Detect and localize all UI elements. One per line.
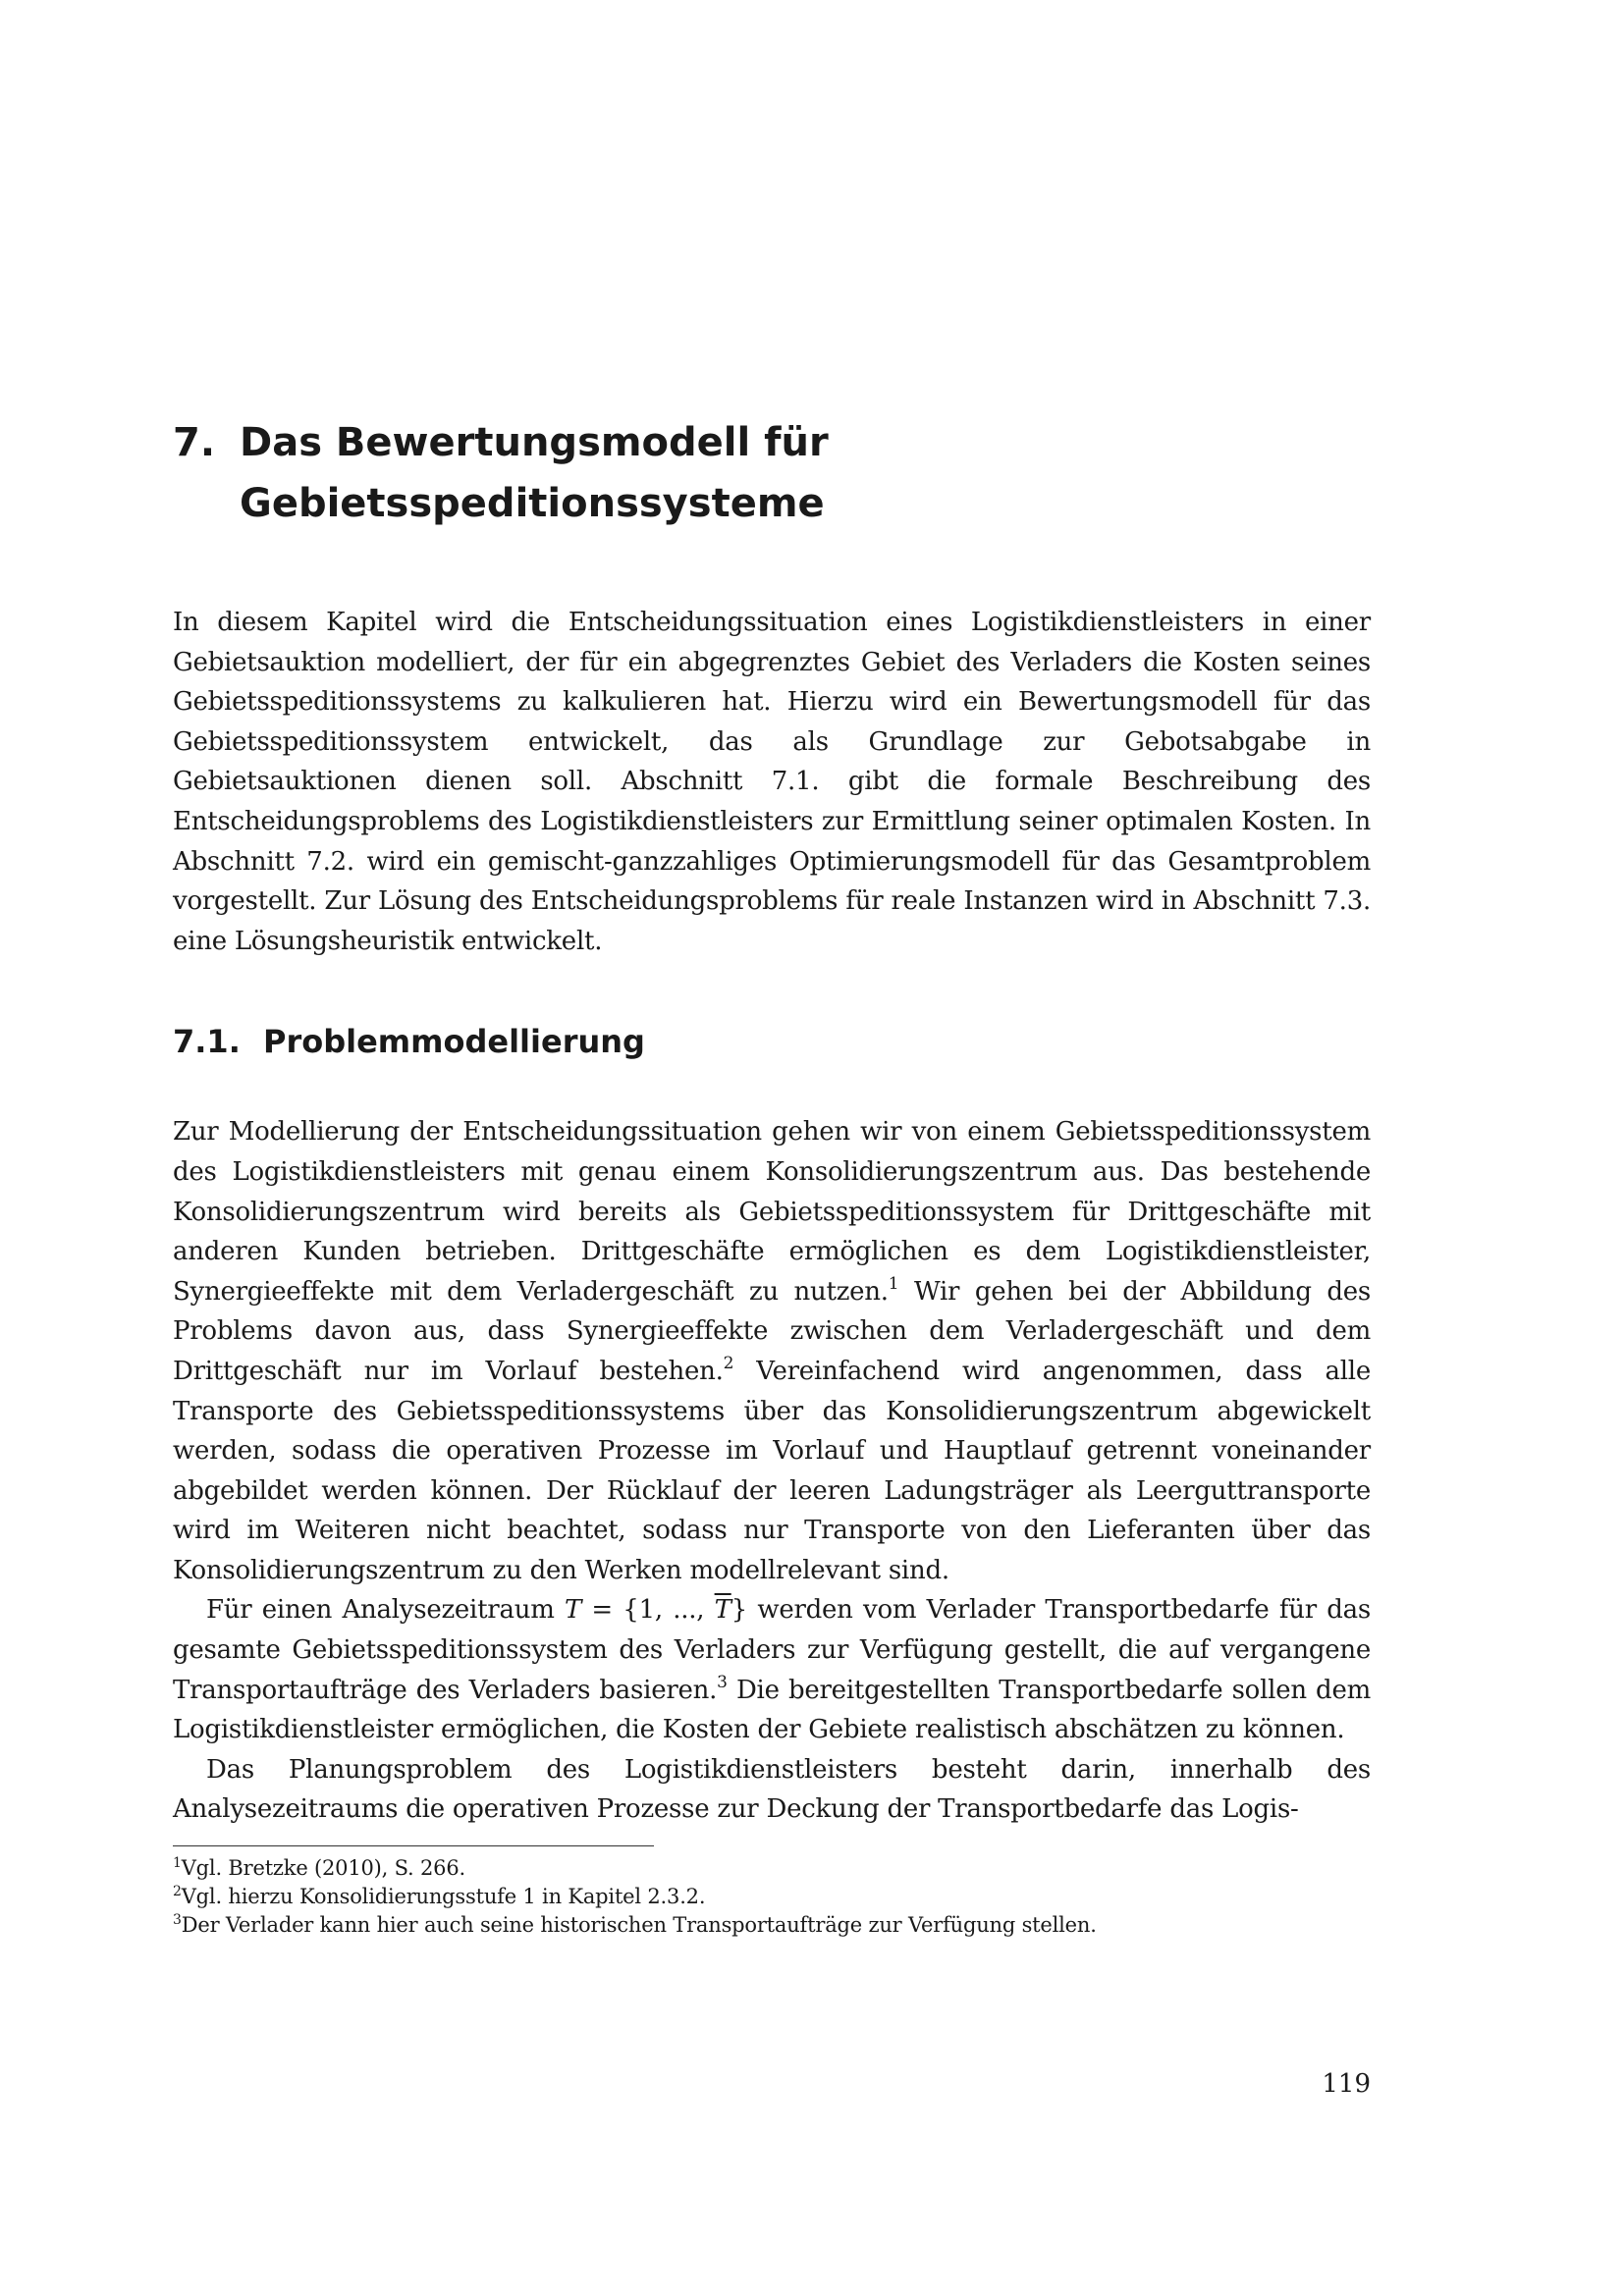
chapter-title-text bbox=[240, 412, 1371, 534]
footnote-3 bbox=[173, 1911, 1371, 1940]
footnote-ref-1: 1 bbox=[888, 1273, 899, 1294]
page-number: 119 bbox=[1322, 2069, 1371, 2099]
chapter-title bbox=[173, 412, 1371, 534]
intro-paragraph: In diesem Kapitel wird die Entscheidungssituation eines Logistikdienstleisters in einer Gebietsauktion modelliert, der für ein abgegrenztes Gebiet des Verladers die Kosten seines Gebietsspeditionssystems zu kalkulieren hat. Hierzu wird ein Bewertungsmodell für das Gebietsspeditionssystem entwickelt, das als Grundlage zur Gebotsabgabe in Gebietsauktionen dienen soll. Abschnitt 7.1. gibt die formale Beschreibung des Entscheidungsproblems des Logistikdienstleisters zur Ermittlung seiner optimalen Kosten. In Abschnitt 7.2. wird ein gemischt-ganzzahliges Optimierungsmodell für das Gesamtproblem vorgestellt. Zur Lösung des Entscheidungsproblems für reale Instanzen wird in Abschnitt 7.3. eine Lösungsheuristik entwickelt. bbox=[173, 608, 1371, 956]
paragraph-text: Die bereitgestellten Transportbedarfe sollen dem Logistikdienstleister ermöglichen, die Kosten der Gebiete realistisch abschätzen zu können. bbox=[173, 1675, 1371, 1745]
section-title-text: Problemmodellierung bbox=[263, 1023, 645, 1061]
math-variable-t: T bbox=[564, 1595, 582, 1626]
paragraph-text: Zur Modellierung der Entscheidungssituation gehen wir von einem Gebietsspeditionssystem des Logistikdienstleisters mit genau einem Konsolidierungszentrum aus. Das bestehende Konsolidierungszentrum wird bereits als Gebietsspeditionssystem für Drittgeschäfte mit anderen Kunden betrieben. Drittgeschäfte ermöglichen es dem Logistikdienstleister, Synergieeffekte mit dem Verladergeschäft zu nutzen. bbox=[173, 1117, 1371, 1307]
body-paragraph-1 bbox=[173, 1112, 1371, 1590]
footnote-mark: 2 bbox=[173, 1884, 182, 1900]
page-content bbox=[173, 412, 1371, 1940]
footnote-text: Vgl. hierzu Konsolidierungsstufe 1 in Kapitel 2.3.2. bbox=[181, 1885, 706, 1909]
footnote-text: Der Verlader kann hier auch seine historischen Transportaufträge zur Verfügung stellen. bbox=[181, 1913, 1097, 1938]
chapter-title-line1: Das Bewertungsmodell für bbox=[240, 420, 829, 465]
section-number: 7.1. bbox=[173, 1023, 241, 1061]
paragraph-text: Wir gehen bei der Abbildung des Problems davon aus, dass Synergieeffekte zwischen dem Verladergeschäft und dem Drittgeschäft nur im Vorlauf bestehen. bbox=[173, 1276, 1371, 1386]
chapter-title-line2: Gebietsspeditionssysteme bbox=[240, 481, 825, 526]
section-title bbox=[173, 1022, 1371, 1061]
math-set-close: } bbox=[731, 1595, 747, 1626]
footnote-ref-2: 2 bbox=[723, 1353, 734, 1373]
footnote-divider bbox=[173, 1845, 654, 1846]
footnote-2 bbox=[173, 1883, 1371, 1911]
body-paragraph-2 bbox=[173, 1590, 1371, 1749]
paragraph-text: Für einen Analysezeitraum bbox=[206, 1595, 565, 1626]
footnote-ref-3: 3 bbox=[717, 1672, 728, 1692]
math-set-open: = {1, ..., bbox=[581, 1595, 715, 1626]
footnotes bbox=[173, 1854, 1371, 1940]
math-variable-t-bar: $\overline{T}$ bbox=[714, 1595, 731, 1626]
body-paragraph-3: Das Planungsproblem des Logistikdienstleisters besteht darin, innerhalb des Analysezeitraums die operativen Prozesse zur Deckung der Transportbedarfe das Logis- bbox=[173, 1754, 1371, 1825]
chapter-number: 7. bbox=[173, 420, 216, 465]
footnote-mark: 1 bbox=[173, 1855, 182, 1872]
footnote-1 bbox=[173, 1854, 1371, 1883]
paragraph-text: Vereinfachend wird angenommen, dass alle Transporte des Gebietsspeditionssystems über das Konsolidierungszentrum abgewickelt werden, sodass die operativen Prozesse im Vorlauf und Hauptlauf getrennt voneinander abgebildet werden können. Der Rücklauf der leeren Ladungsträger als Leerguttransporte wird im Weiteren nicht beachtet, sodass nur Transporte von den Lieferanten über das Konsolidierungszentrum zu den Werken modellrelevant sind. bbox=[173, 1356, 1371, 1585]
paragraph-text: werden vom Verlader Transportbedarfe für das gesamte Gebietsspeditionssystem des Verladers zur Verfügung gestellt, die auf vergangene Transportaufträge des Verladers basieren. bbox=[173, 1595, 1371, 1705]
footnote-text: Vgl. Bretzke (2010), S. 266. bbox=[181, 1856, 465, 1881]
footnote-mark: 3 bbox=[173, 1912, 182, 1929]
